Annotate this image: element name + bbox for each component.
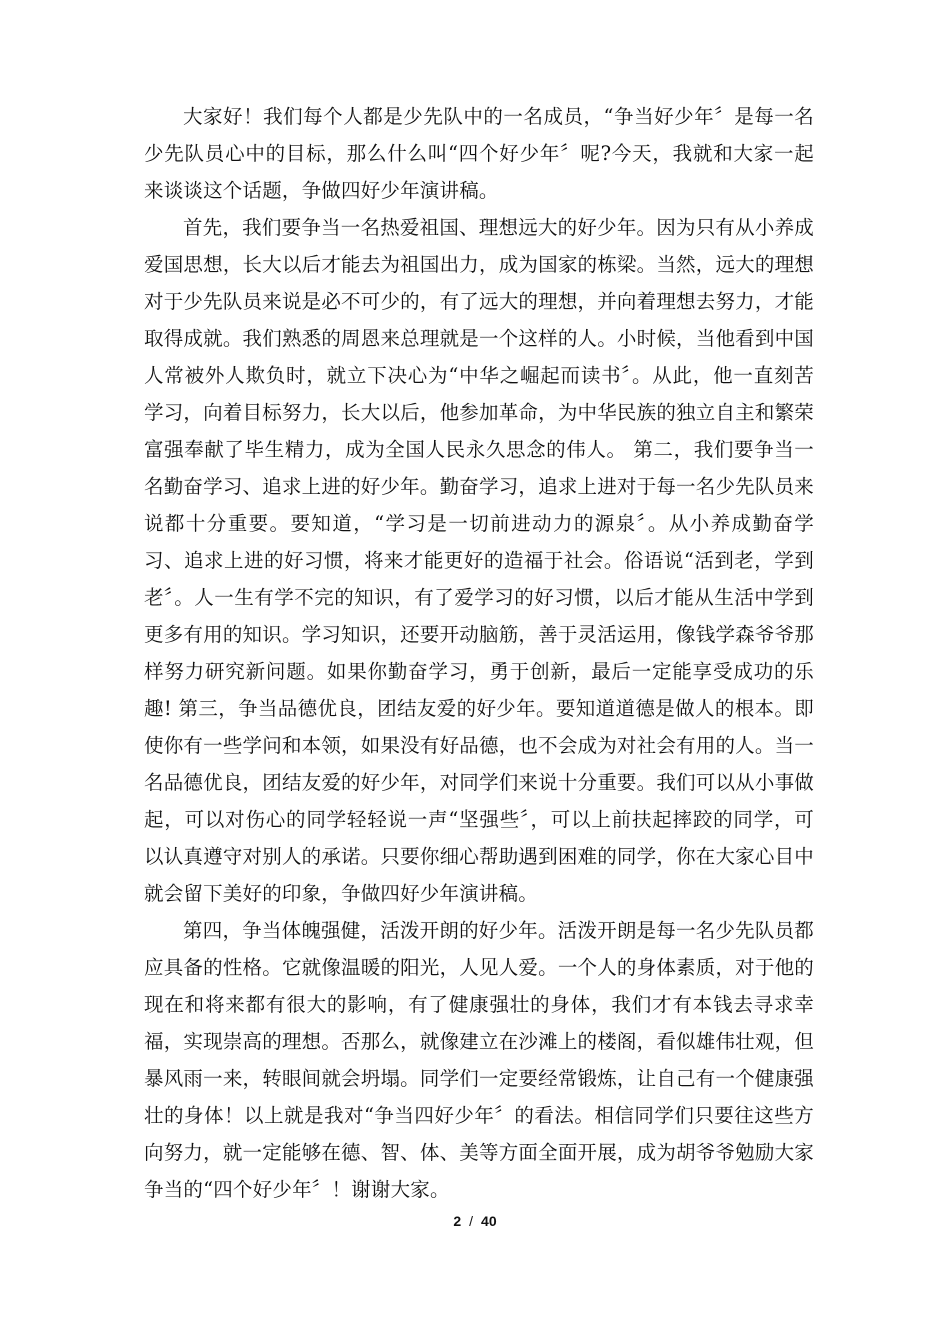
page-number <box>0 1213 950 1229</box>
paragraph-fourth-closing: 第四，争当体魄强健，活泼开朗的好少年。活泼开朗是每一名少先队员都应具备的性格。它就像温暖的阳光，人见人爱。一个人的身体素质，对于他的现在和将来都有很大的影响，有了健康强壮的身体，我们才有本钱去寻求幸福，实现崇高的理想。否那么，就像建立在沙滩上的楼阁，看似雄伟壮观，但暴风雨一来，转眼间就会坍塌。同学们一定要经常锻炼，让自己有一个健康强壮的身体！以上就是我对“争当四好少年〞的看法。相信同学们只要往这些方向努力，就一定能够在德、智、体、美等方面全面开展，成为胡爷爷勉励大家争当的“四个好少年〞！谢谢大家。 <box>144 919 814 1201</box>
document-body <box>144 98 814 1208</box>
paragraph-first-second-third: 首先，我们要争当一名热爱祖国、理想远大的好少年。因为只有从小养成爱国思想，长大以后才能去为祖国出力，成为国家的栋梁。当然，远大的理想对于少先队员来说是必不可少的，有了远大的理想，并向着理想去努力，才能取得成就。我们熟悉的周恩来总理就是一个这样的人。小时候，当他看到中国人常被外人欺负时，就立下决心为“中华之崛起而读书〞。从此，他一直刻苦学习，向着目标努力，长大以后，他参加革命，为中华民族的独立自主和繁荣富强奉献了毕生精力，成为全国人民永久思念的伟人。 第二，我们要争当一名勤奋学习、追求上进的好少年。勤奋学习，追求上进对于每一名少先队员来说都十分重要。要知道，“学习是一切前进动力的源泉〞。从小养成勤奋学习、追求上进的好习惯，将来才能更好的造福于社会。俗语说“活到老，学到老〞。人一生有学不完的知识，有了爱学习的好习惯，以后才能从生活中学到更多有用的知识。学习知识，还要开动脑筋，善于灵活运用，像钱学森爷爷那样努力研究新问题。如果你勤奋学习，勇于创新，最后一定能享受成功的乐趣! 第三，争当品德优良，团结友爱的好少年。要知道道德是做人的根本。即使你有一些学问和本领，如果没有好品德，也不会成为对社会有用的人。当一名品德优良，团结友爱的好少年，对同学们来说十分重要。我们可以从小事做起，可以对伤心的同学轻轻说一声“坚强些〞，可以上前扶起摔跤的同学，可以认真遵守对别人的承诺。只要你细心帮助遇到困难的同学，你在大家心目中就会留下美好的印象，争做四好少年演讲稿。 <box>144 216 814 905</box>
current-page-number: 2 <box>453 1213 462 1229</box>
total-page-count: 40 <box>481 1213 497 1229</box>
page-separator: / <box>469 1213 474 1229</box>
paragraph-intro: 大家好！我们每个人都是少先队中的一名成员，“争当好少年〞是每一名少先队员心中的目标，那么什么叫“四个好少年〞呢?今天，我就和大家一起来谈谈这个话题，争做四好少年演讲稿。 <box>144 105 814 202</box>
